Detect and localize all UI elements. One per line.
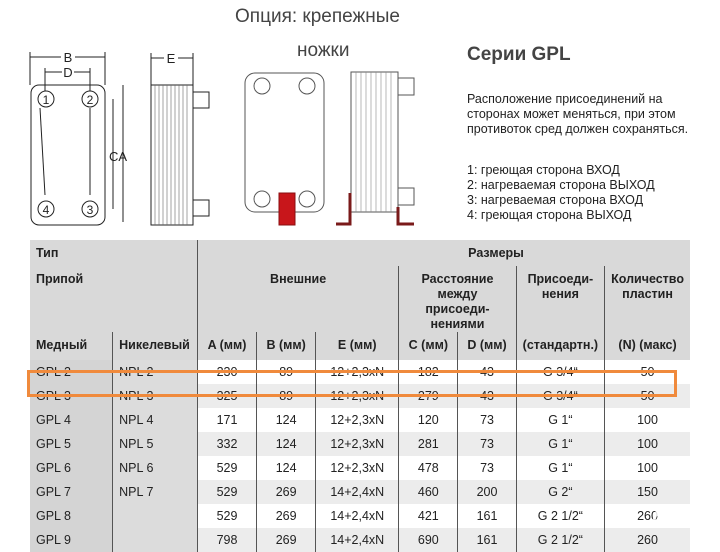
table-cell: 12+2,3xN xyxy=(316,432,399,456)
table-cell: 269 xyxy=(257,528,316,552)
table-cell: 690 xyxy=(399,528,458,552)
table-cell: 50 xyxy=(605,384,690,408)
table-cell: 325 xyxy=(198,384,257,408)
table-cell: 421 xyxy=(399,504,458,528)
side-view xyxy=(151,51,209,225)
dim-ca-label: CA xyxy=(108,149,128,164)
table-cell: 73 xyxy=(458,456,516,480)
col-connection: (стандартн.) xyxy=(516,332,604,360)
table-cell: GPL 6 xyxy=(30,456,113,480)
table-cell: 12+2,3xN xyxy=(316,408,399,432)
col-nickel: Никелевый xyxy=(113,332,198,360)
legend-item: 3: нагреваемая сторона ВХОД xyxy=(467,193,644,207)
table-cell: GPL 3 xyxy=(30,384,113,408)
table-cell: 171 xyxy=(198,408,257,432)
table-row xyxy=(30,432,690,456)
col-a: A (мм) xyxy=(198,332,257,360)
col-copper: Медный xyxy=(30,332,113,360)
table-cell xyxy=(113,504,198,528)
port-3-label: 3 xyxy=(86,203,94,217)
table-cell: 529 xyxy=(198,504,257,528)
table-cell: 89 xyxy=(257,360,316,384)
table-cell: 269 xyxy=(257,480,316,504)
header-sizes: Размеры xyxy=(198,240,691,266)
dim-b-label: B xyxy=(63,50,73,65)
table-cell: 269 xyxy=(257,504,316,528)
table-cell: 332 xyxy=(198,432,257,456)
table-cell: NPL 2 xyxy=(113,360,198,384)
table-cell: 100 xyxy=(605,432,690,456)
table-row xyxy=(30,504,690,528)
table-cell: G 2 1/2“ xyxy=(516,528,604,552)
front-view xyxy=(30,50,127,225)
header-connections: Присоеди- нения xyxy=(516,266,604,332)
port-4-label: 4 xyxy=(42,203,50,217)
table-cell: 89 xyxy=(257,384,316,408)
header-solder: Припой xyxy=(30,266,198,332)
table-cell: G 3/4“ xyxy=(516,360,604,384)
table-cell: GPL 5 xyxy=(30,432,113,456)
table-cell: 100 xyxy=(605,408,690,432)
table-cell: G 1“ xyxy=(516,432,604,456)
table-cell: 529 xyxy=(198,480,257,504)
connection-note: Расположение присоединений на сторонах может меняться, при этом противоток сред должен сохраняться. xyxy=(467,92,689,136)
port-legend xyxy=(467,163,655,223)
col-e: E (мм) xyxy=(316,332,399,360)
table-cell: NPL 5 xyxy=(113,432,198,456)
table-cell: NPL 6 xyxy=(113,456,198,480)
table-cell: G 3/4“ xyxy=(516,384,604,408)
table-cell xyxy=(113,528,198,552)
heat-exchanger-diagram xyxy=(0,0,440,240)
table-cell: 161 xyxy=(458,504,516,528)
legend-item: 1: греющая сторона ВХОД xyxy=(467,163,620,177)
table-cell: 230 xyxy=(198,360,257,384)
table-cell: 43 xyxy=(458,384,516,408)
option-title-line2: ножки xyxy=(297,40,350,61)
table-cell: 260 xyxy=(605,528,690,552)
avito-watermark: Avito xyxy=(651,500,706,525)
table-cell: 14+2,4xN xyxy=(316,528,399,552)
table-cell: 161 xyxy=(458,528,516,552)
header-plates: Количество пластин xyxy=(605,266,690,332)
mounting-foot xyxy=(279,193,295,225)
table-cell: 124 xyxy=(257,456,316,480)
table-cell: NPL 7 xyxy=(113,480,198,504)
table-row xyxy=(30,408,690,432)
table-cell: G 1“ xyxy=(516,456,604,480)
table-cell: 260 xyxy=(605,504,690,528)
table-cell: 478 xyxy=(399,456,458,480)
table-cell: 529 xyxy=(198,456,257,480)
port-1-label: 1 xyxy=(42,93,50,107)
port-2-label: 2 xyxy=(86,93,94,107)
table-row xyxy=(30,528,690,552)
table-cell: 100 xyxy=(605,456,690,480)
dim-e-label: E xyxy=(166,51,176,66)
table-cell: 12+2,3xN xyxy=(316,360,399,384)
table-row xyxy=(30,456,690,480)
table-cell: GPL 4 xyxy=(30,408,113,432)
header-distance: Расстояние между присоеди- нениями xyxy=(399,266,516,332)
dim-d-label: D xyxy=(63,65,73,80)
table-cell: 73 xyxy=(458,432,516,456)
col-plates: (N) (макс) xyxy=(605,332,690,360)
table-cell: G 1“ xyxy=(516,408,604,432)
highlight-gpl3-row xyxy=(27,370,677,397)
table-cell: G 2 1/2“ xyxy=(516,504,604,528)
table-cell: 50 xyxy=(605,360,690,384)
table-cell: 182 xyxy=(399,360,458,384)
legend-item: 2: нагреваемая сторона ВЫХОД xyxy=(467,178,655,192)
header-type: Тип xyxy=(30,240,198,266)
table-cell: GPL 7 xyxy=(30,480,113,504)
col-b: B (мм) xyxy=(257,332,316,360)
table-cell: 460 xyxy=(399,480,458,504)
table-cell: 279 xyxy=(399,384,458,408)
option-title: Опция: крепежные xyxy=(235,6,400,27)
col-c: C (мм) xyxy=(399,332,458,360)
table-row xyxy=(30,480,690,504)
table-cell: 43 xyxy=(458,360,516,384)
header-external: Внешние xyxy=(198,266,399,332)
table-cell: NPL 3 xyxy=(113,384,198,408)
table-cell: 798 xyxy=(198,528,257,552)
col-d: D (мм) xyxy=(458,332,516,360)
table-cell: 12+2,3xN xyxy=(316,456,399,480)
table-cell: G 2“ xyxy=(516,480,604,504)
table-cell: 12+2,3xN xyxy=(316,384,399,408)
mounting-feet-view xyxy=(245,72,414,225)
series-title: Серии GPL xyxy=(467,44,571,65)
table-cell: GPL 9 xyxy=(30,528,113,552)
table-cell: GPL 2 xyxy=(30,360,113,384)
table-cell: 150 xyxy=(605,480,690,504)
table-cell: 14+2,4xN xyxy=(316,504,399,528)
legend-item: 4: греющая сторона ВЫХОД xyxy=(467,208,632,222)
table-cell: 14+2,4xN xyxy=(316,480,399,504)
table-cell: 281 xyxy=(399,432,458,456)
table-cell: 200 xyxy=(458,480,516,504)
table-cell: 124 xyxy=(257,408,316,432)
table-cell: 124 xyxy=(257,432,316,456)
table-cell: GPL 8 xyxy=(30,504,113,528)
table-cell: 73 xyxy=(458,408,516,432)
table-cell: 120 xyxy=(399,408,458,432)
table-cell: NPL 4 xyxy=(113,408,198,432)
